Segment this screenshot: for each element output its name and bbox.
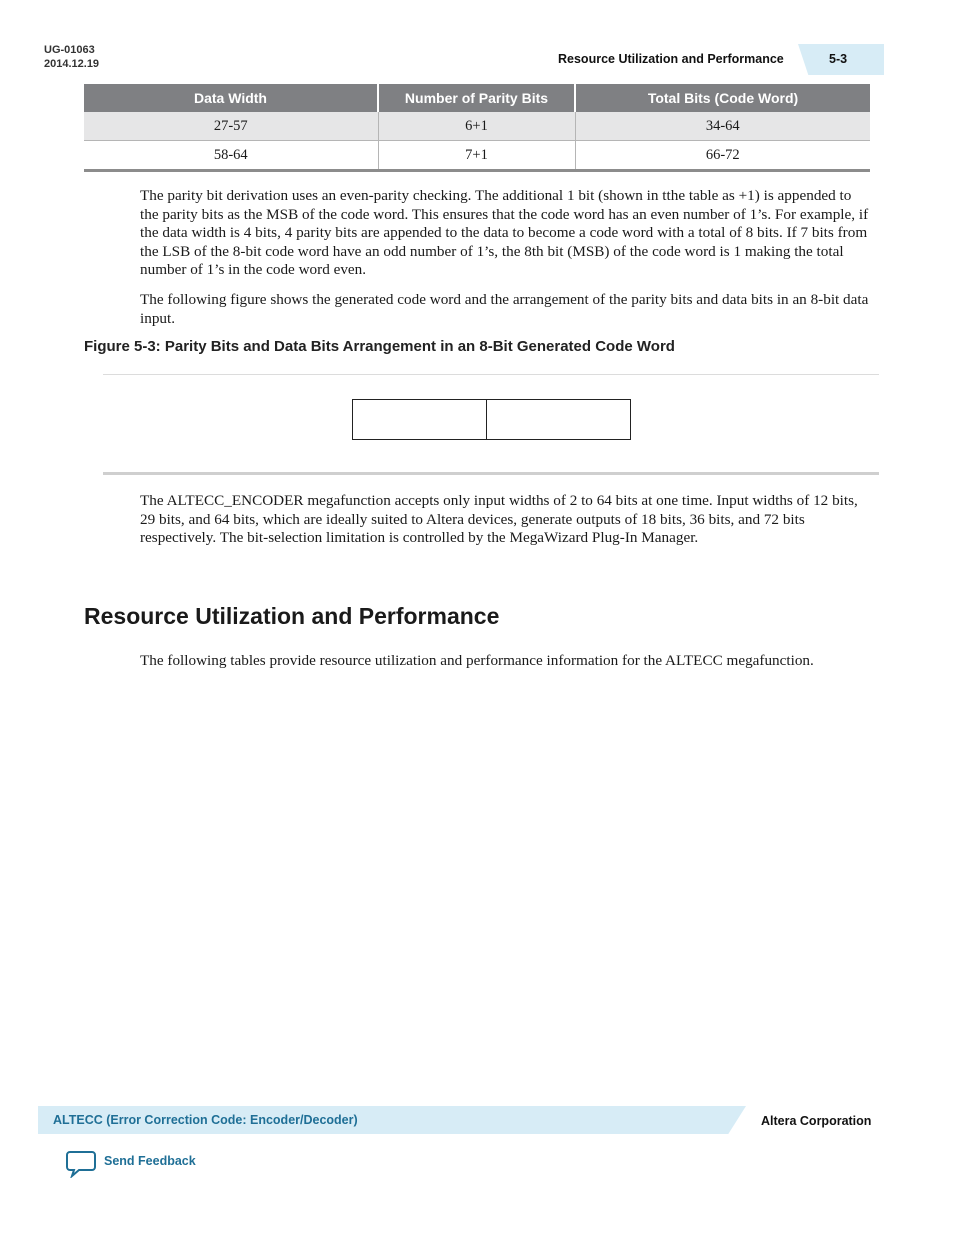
table-cell: 34-64 xyxy=(575,112,870,141)
send-feedback-link[interactable]: Send Feedback xyxy=(104,1154,196,1168)
section-heading: Resource Utilization and Performance xyxy=(84,603,500,629)
column-header: Data Width xyxy=(84,84,378,112)
paragraph-resource-intro: The following tables provide resource utilization and performance information for the ALTECC megafunction. xyxy=(140,652,814,669)
column-header: Total Bits (Code Word) xyxy=(575,84,870,112)
footer-company: Altera Corporation xyxy=(761,1114,872,1128)
code-word-box-right xyxy=(486,399,631,440)
table-header-row xyxy=(84,84,870,112)
table-cell: 27-57 xyxy=(84,112,378,141)
table-cell: 7+1 xyxy=(378,141,575,170)
figure-bottom-rule xyxy=(103,472,879,475)
table-row xyxy=(84,112,870,141)
document-id: UG-01063 xyxy=(44,44,95,56)
code-word-box-left xyxy=(352,399,487,440)
speech-bubble-icon[interactable] xyxy=(66,1150,96,1178)
figure-top-rule xyxy=(103,374,879,375)
paragraph-encoder-widths: The ALTECC_ENCODER megafunction accepts only input widths of 2 to 64 bits at one time. Input widths of 12 bits, 29 bits, and 64 bits, which are ideally suited to Altera devices, generate outputs of 18 bits, 36 bits, and 72 bits respectively. The bit-selection limitation is controlled by the MegaWizard Plug-In Manager. xyxy=(140,492,858,546)
table-cell: 66-72 xyxy=(705,146,740,163)
table-row xyxy=(84,141,870,170)
parity-bits-table xyxy=(84,84,870,172)
table-cell: 6+1 xyxy=(378,112,575,141)
document-id-block xyxy=(44,43,99,71)
document-date: 2014.12.19 xyxy=(44,58,100,70)
footer-document-title[interactable]: ALTECC (Error Correction Code: Encoder/Decoder) xyxy=(53,1113,358,1127)
figure-caption: Figure 5-3: Parity Bits and Data Bits Arrangement in an 8-Bit Generated Code Word xyxy=(84,338,675,355)
running-title: Resource Utilization and Performance xyxy=(558,52,784,66)
column-header: Number of Parity Bits xyxy=(378,84,575,112)
table-bottom-rule xyxy=(84,169,870,172)
paragraph-parity-derivation: The parity bit derivation uses an even-parity checking. The additional 1 bit (shown in tthe table as +1) is appended to the parity bits as the MSB of the code word. This ensures that the code word has an even number of 1’s. For example, if the data width is 4 bits, 4 parity bits are appended to the data to become a code word with a total of 8 bits. If 7 bits from the LSB of the 8-bit code word have an odd number of 1’s, the 8th bit (MSB) of the code word is 1 making the total number of 1’s in the code word even. xyxy=(140,187,869,278)
table-cell: 58-64 xyxy=(84,141,378,170)
paragraph-figure-intro: The following figure shows the generated code word and the arrangement of the parity bits and data bits in an 8-bit data input. xyxy=(140,291,869,327)
page-number: 5-3 xyxy=(829,52,848,66)
